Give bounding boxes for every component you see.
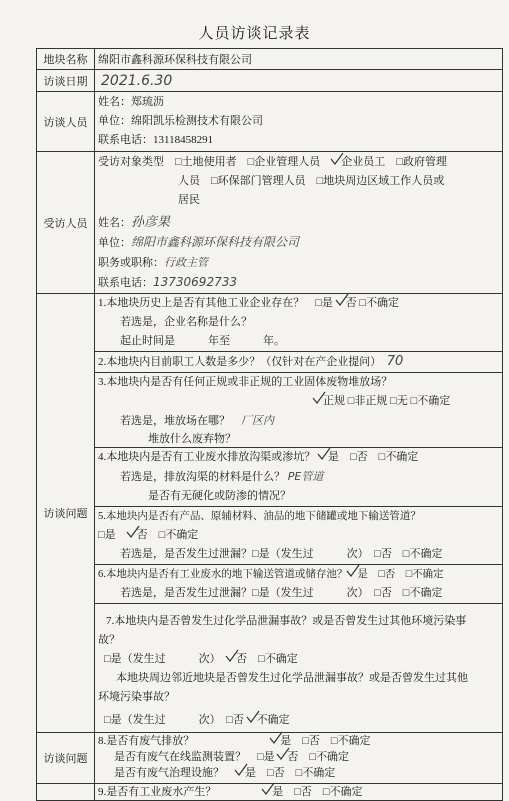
site-name-value: 绵阳市鑫科源环保科技有限公司 bbox=[98, 54, 252, 66]
q6-happened: 是（发生过 bbox=[258, 587, 314, 599]
q6-times: 次） bbox=[346, 587, 364, 599]
q5-times: 次） bbox=[346, 548, 364, 560]
q8-text: 8.是否有废气排放？ bbox=[98, 735, 195, 747]
q5-sub-no: 否 bbox=[380, 548, 392, 560]
questions-label: 访谈问题 bbox=[37, 294, 95, 733]
q6-no: 否 bbox=[384, 569, 396, 580]
interviewer-unit-label: 单位： bbox=[98, 115, 131, 127]
q7-text2: 故？ bbox=[98, 634, 120, 646]
check-mark-icon bbox=[247, 715, 257, 724]
q7-times: 次） bbox=[198, 653, 216, 665]
q7-text1: 7.本地块内是否曾发生过化学品泄漏事故？或是否曾发生过其他环境污染事 bbox=[106, 615, 467, 627]
interviewee-label: 受访人员 bbox=[37, 152, 95, 294]
q5-sub-unsure: 不确定 bbox=[409, 548, 443, 560]
q2-text: 2.本地块内目前职工人数是多少？（仅针对在产企业提问） bbox=[98, 356, 376, 368]
q9-yes: 是 bbox=[272, 786, 284, 798]
q5-yes: 是 bbox=[104, 529, 116, 541]
check-mark-icon bbox=[336, 298, 346, 307]
check-mark-icon bbox=[318, 452, 328, 461]
q6-sub-unsure: 不确定 bbox=[409, 587, 443, 599]
interviewer-name: 郑琉沥 bbox=[131, 96, 164, 108]
q7-2-times: 次） bbox=[198, 714, 216, 726]
interviewee-unit-label: 单位： bbox=[98, 237, 131, 249]
q8-sub2-unsure: 不确定 bbox=[302, 767, 336, 779]
q7-text3: 本地块周边邻近地块是否曾发生过化学品泄漏事故？或是否曾发生过其他 bbox=[116, 672, 468, 684]
q7-no: 否 bbox=[236, 653, 248, 665]
q7-2-unsure: 不确定 bbox=[256, 714, 290, 726]
q4-sub1: 若选是，排放沟渠的材料是什么？ bbox=[120, 471, 285, 483]
interviewer-label: 访谈人员 bbox=[37, 92, 95, 152]
q5-no: 否 bbox=[136, 529, 148, 541]
q6-sub-no: 否 bbox=[380, 587, 392, 599]
q6-unsure: 不确定 bbox=[412, 569, 444, 580]
q8-sub1-unsure: 不确定 bbox=[316, 751, 350, 763]
interviewee-type-options: □土地使用者 □企业管理人员 bbox=[175, 156, 332, 168]
q8-sub1-no: 否 bbox=[287, 751, 299, 763]
q8-sub2: 是否有废气治理设施？ bbox=[114, 767, 224, 779]
interviewee-phone-label: 联系电话： bbox=[98, 277, 153, 289]
q1-unsure: 不确定 bbox=[366, 297, 400, 309]
q3-sub1: 若选是，堆放场在哪？ bbox=[120, 415, 230, 427]
interviewee-type-options-2: 人员 □环保部门管理人员 □地块周边区域工作人员或 bbox=[178, 175, 445, 187]
interviewer-phone: 13118458291 bbox=[153, 134, 214, 146]
interviewee-type-label: 受访对象类型 bbox=[98, 156, 164, 168]
interviewee-unit: 绵阳市鑫科源环保科技有限公司 bbox=[131, 235, 300, 249]
q1-yes: 是 bbox=[321, 297, 333, 309]
q1-sub2: 起止时间是 年至 年。 bbox=[120, 335, 285, 347]
check-mark-icon bbox=[235, 768, 245, 777]
check-mark-icon bbox=[331, 157, 341, 166]
q4-text: 4.本地块内是否有工业废水排放沟渠或渗坑？ bbox=[98, 451, 316, 463]
interviewer-phone-label: 联系电话： bbox=[98, 134, 153, 146]
interviewee-name-label: 姓名： bbox=[98, 217, 131, 229]
q8-sub1-yes: 是 bbox=[263, 751, 275, 763]
q3-sub2: 堆放什么废弃物？ bbox=[148, 433, 236, 445]
q4-answer1: PE管道 bbox=[287, 470, 324, 483]
q7-2-happened: 是（发生过 bbox=[110, 714, 166, 726]
interviewee-type-options-end: □政府管理 bbox=[396, 156, 447, 168]
q5-sub1: 若选是，是否发生过泄漏？ bbox=[120, 548, 252, 560]
interviewer-name-label: 姓名： bbox=[98, 96, 131, 108]
q3-unsure: 不确定 bbox=[417, 395, 451, 407]
q7-unsure: 不确定 bbox=[264, 653, 298, 665]
q4-unsure: 不确定 bbox=[385, 451, 419, 463]
q1-text: 1.本地块历史上是否有其他工业企业存在？ bbox=[98, 297, 305, 309]
q8-no: 否 bbox=[308, 735, 320, 747]
check-mark-icon bbox=[127, 530, 137, 539]
q8-unsure: 不确定 bbox=[337, 735, 371, 747]
q5-unsure: 不确定 bbox=[165, 529, 199, 541]
check-mark-icon bbox=[262, 787, 272, 796]
q2-answer: 70 bbox=[386, 354, 404, 369]
interview-date-label: 访谈日期 bbox=[37, 70, 95, 92]
q7-2-no: 否 bbox=[232, 714, 244, 726]
check-mark-icon bbox=[226, 654, 236, 663]
interview-date-value: 2021.6.30 bbox=[101, 72, 173, 89]
q6-yes: 是 bbox=[357, 569, 368, 580]
check-mark-icon bbox=[270, 736, 280, 745]
check-mark-icon bbox=[347, 569, 357, 578]
interviewee-position-label: 职务或职称： bbox=[98, 257, 164, 269]
interviewer-unit: 绵阳凯乐检测技术有限公司 bbox=[131, 115, 263, 127]
questions-label-2: 访谈问题 bbox=[37, 733, 95, 784]
interviewee-position: 行政主管 bbox=[164, 256, 208, 269]
q6-sub1: 若选是，是否发生过泄漏？ bbox=[120, 587, 252, 599]
q9-unsure: 不确定 bbox=[329, 786, 363, 798]
check-mark-icon bbox=[313, 396, 323, 405]
q8-yes: 是 bbox=[280, 735, 292, 747]
q9-text: 9.是否有工业废水产生？ bbox=[98, 786, 217, 798]
q4-no: 否 bbox=[356, 451, 368, 463]
q8-sub1: 是否有废气在线监测装置？ bbox=[114, 751, 246, 763]
q1-sub1: 若选是，企业名称是什么？ bbox=[120, 316, 252, 328]
q3-informal: 非正规 bbox=[354, 395, 388, 407]
q7-text4: 环境污染事故？ bbox=[98, 691, 175, 703]
interviewee-phone: 13730692733 bbox=[153, 275, 237, 289]
interviewee-type-selected: 企业员工 bbox=[341, 156, 386, 168]
page-title: 人员访谈记录表 bbox=[198, 24, 311, 42]
q3-answer1: 厂区内 bbox=[241, 414, 274, 427]
q1-no: 否 bbox=[345, 297, 357, 309]
site-name-label: 地块名称 bbox=[37, 49, 95, 70]
q8-sub2-no: 否 bbox=[273, 767, 285, 779]
q5-happened: 是（发生过 bbox=[258, 548, 314, 560]
q6-text: 6.本地块内是否有工业废水的地下输送管道或储存池？ bbox=[98, 569, 348, 580]
interviewee-name: 孙彦果 bbox=[131, 215, 171, 230]
interviewee-type-options-3: 居民 bbox=[178, 194, 200, 206]
q3-text: 3.本地块内是否有任何正规或非正规的工业固体废物堆放场？ bbox=[98, 376, 393, 388]
q5-text: 5.本地块内是否有产品、原辅材料、油品的地下储罐或地下输送管道？ bbox=[98, 511, 421, 522]
interview-record-table: 地块名称 绵阳市鑫科源环保科技有限公司 访谈日期 2021.6.30 访谈人员 姓名：郑琉沥 单位：绵阳凯乐检测技术有限公司 联系电话：13118458291 受访人员 受访对象类型 □土地使用者 □企业管理人员 企业员工 □政府管理 人员 □环保部门管理人员 □地块周边区域工作人员或 居民 姓名：孙彦果 单位：绵阳市鑫科源环保科技有限公司 职务或职称：行政主管 联系电话：13730692733 访谈问题 1.本地块历史上是否有其他工业企业存在？ □是 否 □不确定 若选是，企业名称是什么？ 起止时间是 年至 年。 2.本地块内目前职工人数是多少？（仅针对在产企业提问） 70 3.本地块内是否有任何正规或非正规的工业固体废物堆放场？ 正规 □非正规 □无 □不确定 若选是，堆放场在哪？ 厂区内 堆放什么废弃物？ 4.本地块内是否有工业废水排放沟渠或渗坑？ 是 □否 □不确定 若选是，排放沟渠的材料是什么？ PE管道 是否有无硬化或防渗的情况？ 5.本地块内是否有产品、原辅材料、油品的地下储罐或地下输送管道？ □是 否 □不确定 若选是，是否发生过泄漏？□是（发生过 次） □否 □不确定 6.本地块内是否有工业废水的地下输送管道或储存池？ 是 □否 □不确定 若选是，是否发生过泄漏？□是（发生过 次） □否 □不确定 7.本地块内是否曾发生过化学品泄漏事故？或是否曾发生过其他环境污染事 故？ □是（发生过 次） 否 □不确定 本地块周边邻近地块是否曾发生过化学品泄漏事故？或是否曾发生过其他 环境污染事故？ □是（发生过 次） □否 不确定 访谈问题 8.是否有废气排放？ 是 □否 □不确定 是否有废气在线监测装置？ □是 否 □不确定 是否有废气治理设施？ 是 □否 □不确定 9.是否有工业废水产生？ 是 □否 □不确定 bbox=[36, 48, 503, 801]
q7-happened: 是（发生过 bbox=[110, 653, 166, 665]
q4-sub2: 是否有无硬化或防渗的情况？ bbox=[148, 490, 291, 502]
q3-none: 无 bbox=[396, 395, 408, 407]
check-mark-icon bbox=[277, 752, 287, 761]
q8-sub2-yes: 是 bbox=[245, 767, 256, 779]
q9-no: 否 bbox=[300, 786, 312, 798]
q3-formal: 正规 bbox=[323, 395, 345, 407]
q4-yes: 是 bbox=[328, 451, 339, 463]
